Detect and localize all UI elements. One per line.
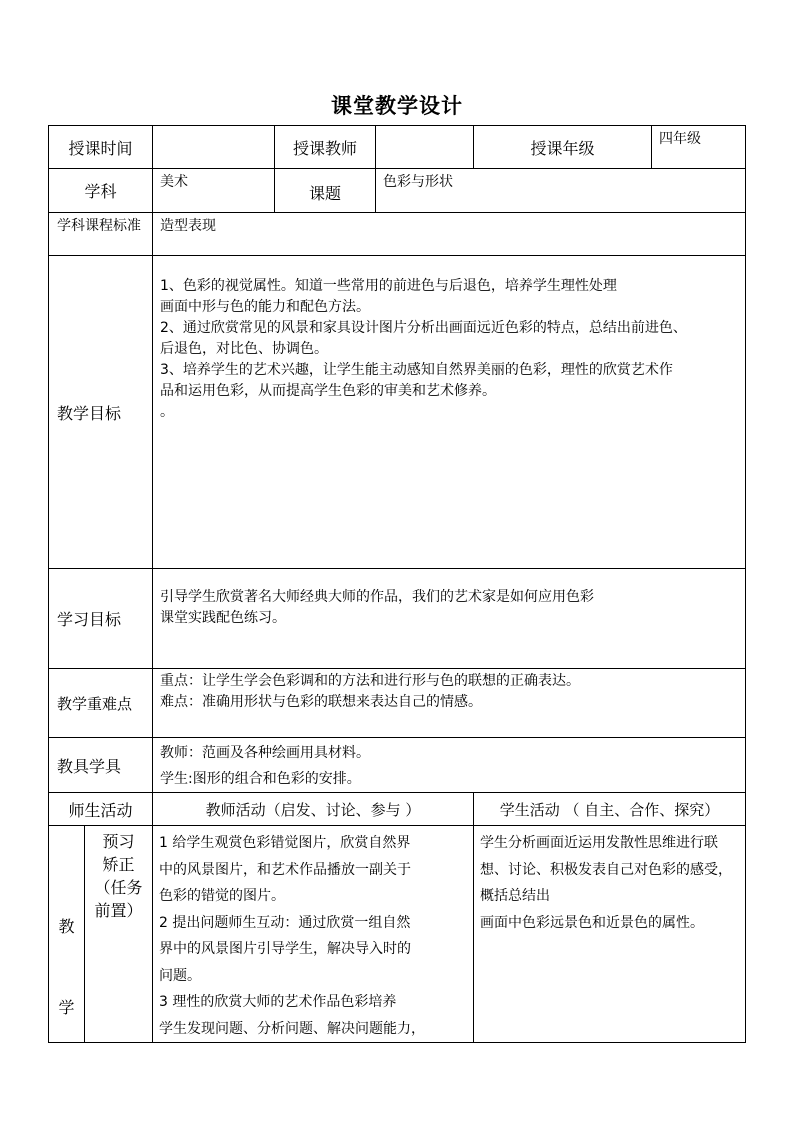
teaching-side-label (49, 826, 85, 1043)
objectives-content (153, 256, 746, 569)
stage-label (85, 826, 153, 1043)
teacher-activity-line: 学生发现问题、分析问题、解决问题能力， (159, 1020, 426, 1037)
page-title: 课堂教学设计 (331, 94, 463, 118)
side-char-jiao: 教 (58, 917, 75, 936)
objective-line: 。 (160, 404, 175, 420)
tools-line: 学生:图形的组合和色彩的安排。 (160, 771, 361, 787)
objective-line: 3、培养学生的艺术兴趣，让学生能主动感知自然界美丽的色彩，理性的欣赏艺术作 (160, 362, 673, 378)
student-activity-line: 画面中色彩远景色和近景色的属性。 (480, 914, 705, 931)
teacher-activity-line: 3 理性的欣赏大师的艺术作品色彩培养 (159, 994, 397, 1010)
topic-label: 课题 (275, 169, 376, 213)
topic-value: 色彩与形状 (376, 169, 746, 213)
stage-line: 矫正 (102, 855, 135, 874)
student-activity-line: 概括总结出 (480, 888, 551, 904)
learning-line: 引导学生欣赏著名大师经典大师的作品，我们的艺术家是如何应用色彩 (160, 589, 595, 605)
objective-line: 1、色彩的视觉属性。知道一些常用的前进色与后退色，培养学生理性处理 (160, 278, 617, 294)
objectives-label: 教学目标 (49, 256, 153, 569)
teacher-activity-header: 教师活动（启发、讨论、参与 ） (153, 793, 474, 826)
learning-content (153, 569, 746, 669)
objective-line: 后退色，对比色、协调色。 (160, 341, 329, 357)
teacher-activity-content (153, 826, 474, 1043)
standard-label: 学科课程标准 (49, 213, 153, 256)
key-points-content (153, 669, 746, 738)
teacher-activity-line: 中的风景图片，和艺术作品播放一副关于 (159, 861, 412, 878)
time-value (153, 126, 275, 169)
learning-row (49, 569, 746, 669)
side-char-xue: 学 (58, 998, 75, 1017)
stage-line: （任务 (94, 878, 143, 897)
stage-line: 预习 (102, 832, 135, 851)
teacher-activity-line: 问题。 (159, 967, 202, 984)
student-activity-line: 想、讨论、积极发表自己对色彩的感受， (480, 861, 733, 878)
tools-content (153, 738, 746, 793)
activities-header-row (49, 793, 746, 826)
key-point-line: 重点：让学生学会色彩调和的方法和进行形与色的联想的正确表达。 (160, 673, 581, 689)
objective-line: 2、通过欣赏常见的风景和家具设计图片分析出画面远近色彩的特点，总结出前进色、 (160, 320, 687, 336)
grade-value: 四年级 (652, 126, 746, 169)
key-points-row (49, 669, 746, 738)
activities-label: 师生活动 (49, 793, 153, 826)
standard-value: 造型表现 (153, 213, 746, 256)
info-row-2 (49, 169, 746, 213)
key-points-label: 教学重难点 (49, 669, 153, 738)
activities-body-row (49, 826, 746, 1043)
lesson-plan-table (48, 125, 746, 1043)
tools-line: 教师：范画及各种绘画用具材料。 (160, 745, 371, 761)
stage-line: 前置） (94, 901, 143, 920)
subject-value: 美术 (153, 169, 275, 213)
info-row-1 (49, 126, 746, 169)
teacher-activity-line: 2 提出问题师生互动：通过欣赏一组自然 (159, 914, 411, 931)
tools-row (49, 738, 746, 793)
time-label: 授课时间 (49, 126, 153, 169)
teacher-activity-line: 色彩的错觉的图片。 (159, 888, 286, 904)
standard-row (49, 213, 746, 256)
teacher-label: 授课教师 (275, 126, 376, 169)
student-activity-line: 学生分析画面近运用发散性思维进行联 (480, 835, 719, 851)
teacher-activity-line: 界中的风景图片引导学生，解决导入时的 (159, 941, 412, 957)
objective-line: 品和运用色彩，从而提高学生色彩的审美和艺术修养。 (160, 383, 497, 399)
teacher-value (376, 126, 474, 169)
tools-label: 教具学具 (49, 738, 153, 793)
key-point-line: 难点：准确用形状与色彩的联想来表达自己的情感。 (160, 694, 483, 710)
student-activity-header: 学生活动 （ 自主、合作、探究） (474, 793, 746, 826)
learning-line: 课堂实践配色练习。 (160, 610, 287, 626)
grade-label: 授课年级 (474, 126, 652, 169)
objective-line: 画面中形与色的能力和配色方法。 (160, 299, 371, 315)
student-activity-content (474, 826, 746, 1043)
objectives-row (49, 256, 746, 569)
subject-label: 学科 (49, 169, 153, 213)
teacher-activity-line: 1 给学生观赏色彩错觉图片，欣赏自然界 (159, 835, 411, 851)
learning-label: 学习目标 (49, 569, 153, 669)
